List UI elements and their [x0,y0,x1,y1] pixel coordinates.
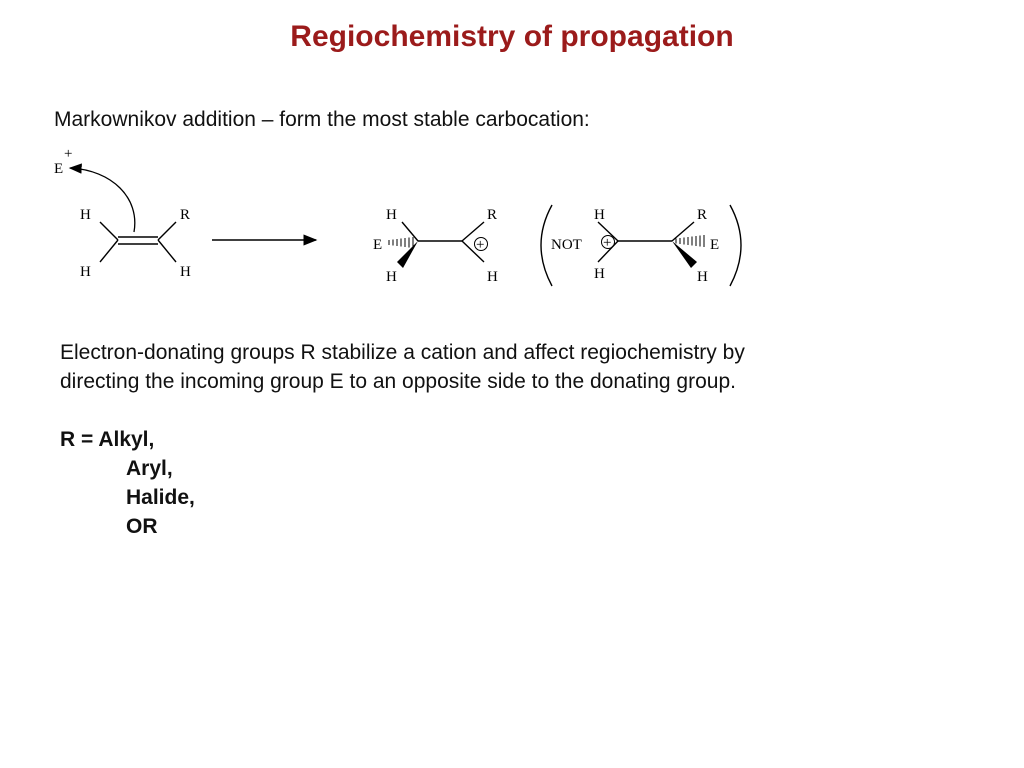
r-group-item: Halide, [126,486,195,509]
wedge-bond [397,241,418,268]
r-group-item: OR [126,515,158,538]
reaction-scheme [0,138,1024,298]
cation-charge-symbol: + [476,237,485,253]
r-group-item: Aryl, [126,457,173,480]
hashed-bond [389,237,413,248]
r-group-list [60,425,195,541]
product-h-top-left: H [386,207,397,223]
alt-wedge-bond [672,241,697,268]
alternative-carbocation [594,207,719,285]
alkene-h-bottom-left: H [80,264,91,280]
alt-h-bottom-left: H [594,266,605,282]
product-r-top-right: R [487,207,498,223]
alkene-h-bottom-right: H [180,264,191,280]
r-group-head: R = Alkyl, [60,428,155,451]
explanation-line-1: Electron-donating groups R stabilize a cation and affect regiochemistry by [60,341,745,364]
product-h-bottom-right: H [487,269,498,285]
slide-subtitle: Markownikov addition – form the most stable carbocation: [54,108,590,131]
alt-hashed-bond [676,235,704,247]
alt-e-right: E [710,237,720,253]
alkene-r-top-right: R [180,207,191,223]
product-carbocation [373,207,498,285]
explanation-line-2: directing the incoming group E to an opposite side to the donating group. [60,370,736,393]
alt-r-top-right: R [697,207,708,223]
alkene-structure [80,207,191,280]
product-e-left: E [373,237,383,253]
electrophile-charge: + [64,146,73,162]
electrophile [54,146,72,177]
alt-h-top-left: H [594,207,605,223]
explanation-text [60,338,745,396]
slide-title: Regiochemistry of propagation [290,20,734,53]
not-label: NOT [551,237,582,253]
alt-h-bottom-right: H [697,269,708,285]
electrophile-symbol: E [54,161,64,177]
alt-charge-symbol: + [603,235,612,251]
right-parenthesis [730,205,741,286]
alkene-h-top-left: H [80,207,91,223]
product-h-bottom-left: H [386,269,397,285]
